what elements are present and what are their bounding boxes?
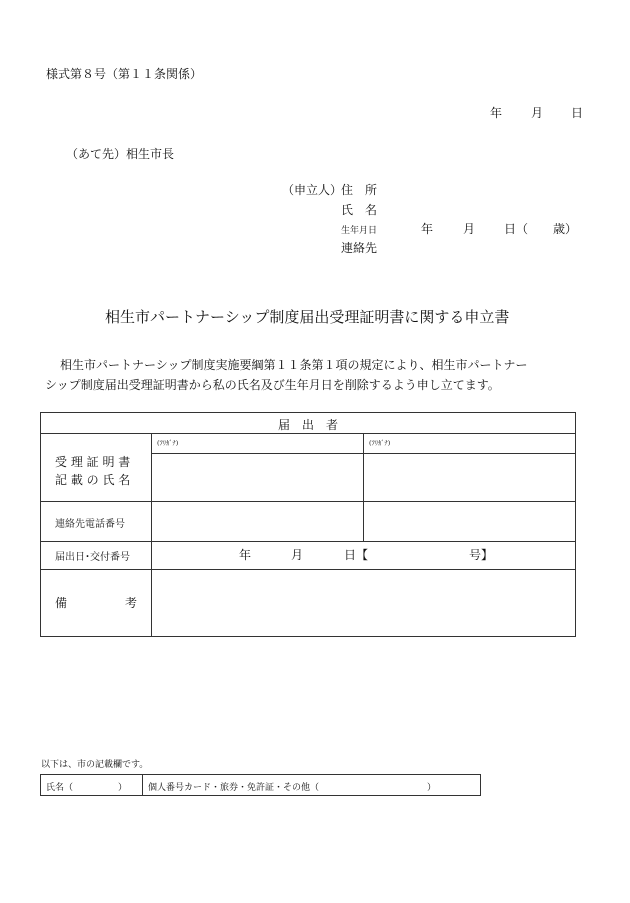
filing-year: 年	[239, 548, 252, 562]
phone-right-field[interactable]	[364, 502, 575, 541]
office-name-cell: 氏名（ ）	[46, 783, 128, 793]
address-label: 住 所	[341, 183, 378, 197]
birth-day: 日（	[504, 222, 529, 236]
office-note: 以下は、市の記載欄です。	[41, 760, 149, 770]
phone-label: 連絡先電話番号	[55, 519, 125, 530]
contact-label: 連絡先	[341, 241, 378, 255]
remarks-field[interactable]	[152, 570, 575, 636]
office-table	[40, 774, 481, 796]
birth-year: 年	[421, 222, 434, 236]
name-row-label-2: 記 載 の 氏 名	[55, 473, 131, 487]
date-month: 月	[531, 106, 544, 120]
document-title: 相生市パートナーシップ制度届出受理証明書に関する申立書	[105, 308, 510, 326]
name-row-label-1: 受 理 証 明 書	[55, 455, 131, 469]
date-day: 日	[571, 106, 584, 120]
age-label: 歳）	[553, 222, 578, 236]
remarks-label-2: 考	[125, 596, 138, 610]
date-number-label: 届出日･交付番号	[55, 552, 130, 563]
birth-month: 月	[463, 222, 476, 236]
date-year: 年	[490, 106, 503, 120]
applicant-label: （申立人）	[282, 183, 343, 197]
phone-left-field[interactable]	[152, 502, 363, 541]
number-close: 号】	[469, 548, 494, 562]
furigana-left-field[interactable]	[152, 434, 363, 453]
office-id-cell: 個人番号カード・旅券・免許証・その他（ ）	[148, 783, 437, 793]
name-left-field[interactable]	[152, 454, 363, 501]
form-number: 様式第８号（第１１条関係）	[46, 67, 203, 81]
filing-month: 月	[291, 548, 304, 562]
table-header: 届 出 者	[277, 418, 338, 432]
addressee: （あて先）相生市長	[66, 147, 175, 161]
furigana-left: (ﾌﾘｶﾞﾅ)	[157, 439, 179, 447]
birth-label: 生年月日	[341, 226, 378, 236]
remarks-label-1: 備	[55, 596, 68, 610]
body-line-1: 相生市パートナーシップ制度実施要綱第１１条第１項の規定により、相生市パートナー	[60, 358, 528, 372]
name-label: 氏 名	[341, 203, 378, 217]
furigana-right: (ﾌﾘｶﾞﾅ)	[369, 439, 391, 447]
filing-day: 日【	[344, 548, 369, 562]
applicant-table	[40, 412, 576, 637]
body-line-2: シップ制度届出受理証明書から私の氏名及び生年月日を削除するよう申し立てます。	[45, 378, 500, 392]
name-right-field[interactable]	[364, 454, 575, 501]
furigana-right-field[interactable]	[364, 434, 575, 453]
